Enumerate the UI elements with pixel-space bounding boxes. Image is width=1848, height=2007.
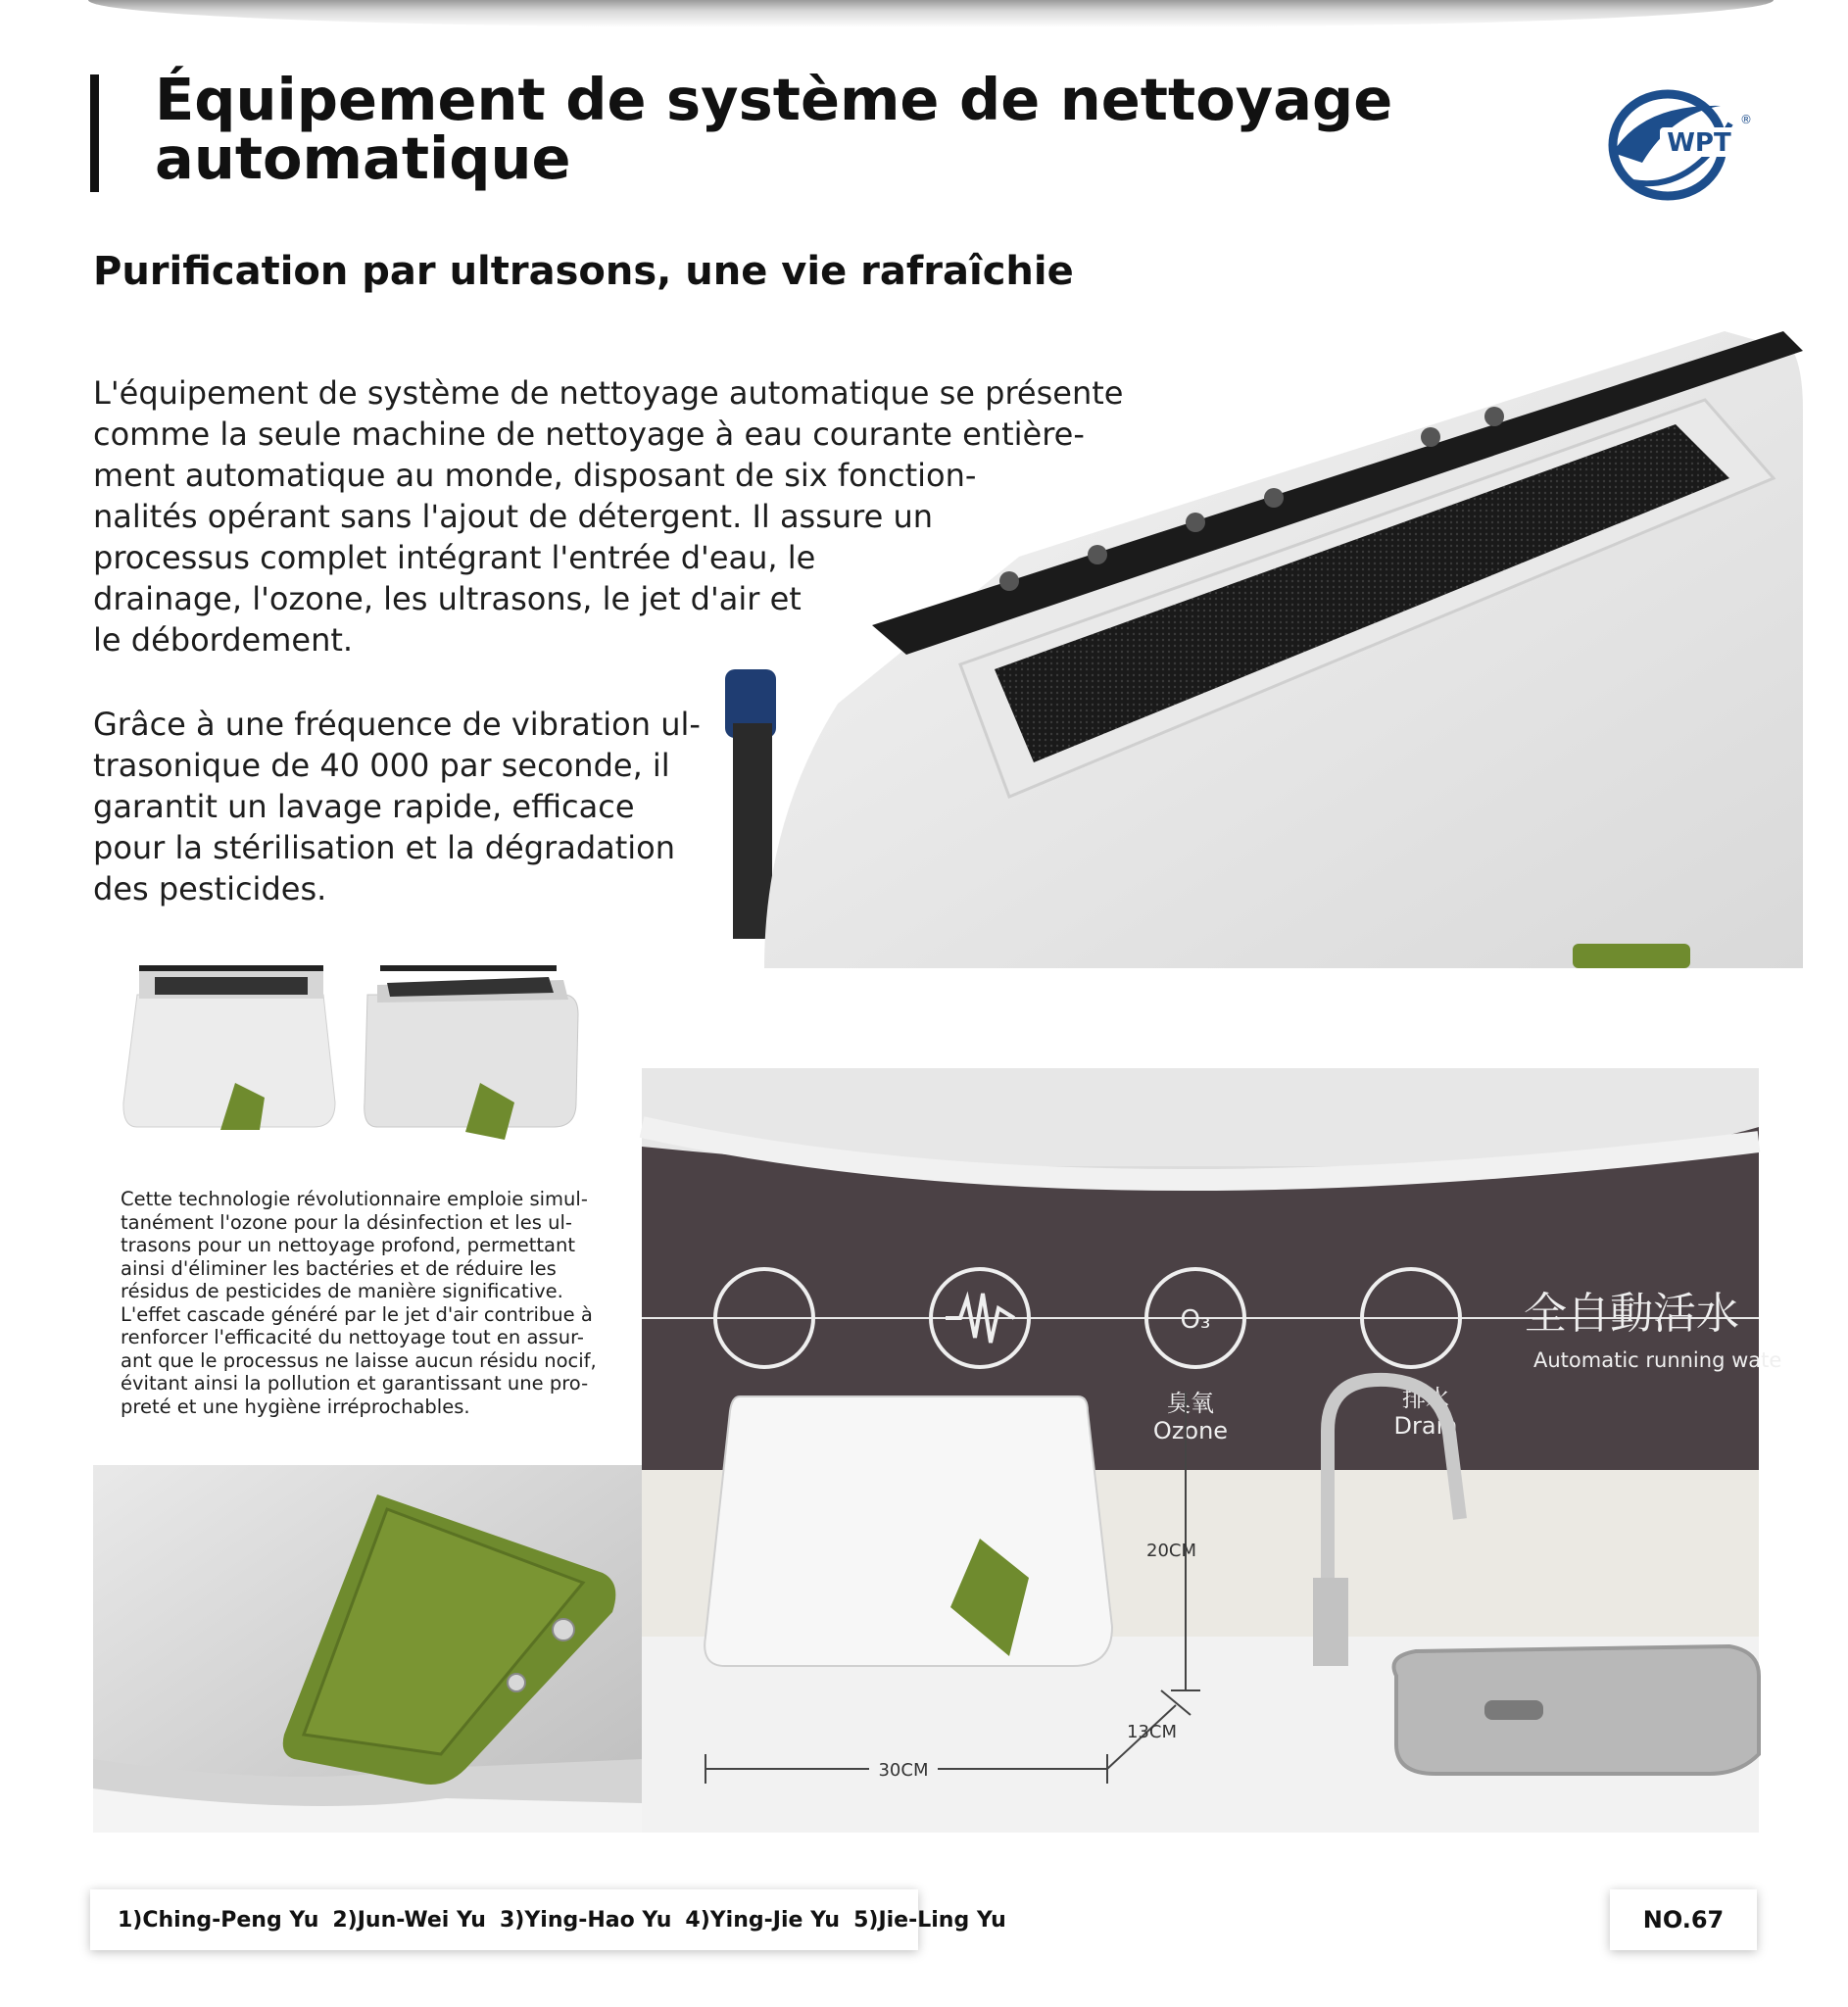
ozone-chinese-label: 臭氧 bbox=[1167, 1390, 1214, 1417]
technology-line: ant que le processus ne laisse aucun résidu nocif, bbox=[121, 1348, 597, 1372]
kitchen-device bbox=[705, 1396, 1112, 1666]
technology-line: Cette technologie révolutionnaire emploie simul- bbox=[121, 1188, 588, 1210]
top-shadow bbox=[88, 0, 1774, 27]
kitchen-scene-image bbox=[642, 1068, 1782, 1833]
product-thumbnails bbox=[118, 955, 588, 1151]
intro-line: ment automatique au monde, disposant de six fonction- bbox=[93, 457, 977, 494]
hero-green-foot bbox=[1573, 944, 1690, 968]
dimension-height-label: 20CM bbox=[1146, 1541, 1197, 1561]
technology-line: trasons pour un nettoyage profond, permettant bbox=[121, 1234, 575, 1256]
banner-chinese-text: 全自動活水 bbox=[1524, 1289, 1739, 1339]
detail-screw-icon bbox=[508, 1674, 525, 1691]
author-name: 1)Ching-Peng Yu bbox=[118, 1907, 319, 1933]
sink bbox=[1394, 1646, 1760, 1774]
hero-product-image bbox=[725, 331, 1803, 968]
technology-paragraph bbox=[121, 1188, 597, 1418]
vibration-line: garantit un lavage rapide, efficace bbox=[93, 788, 635, 825]
hero-button-icon bbox=[1421, 427, 1440, 447]
intro-line: processus complet intégrant l'entrée d'eau, le bbox=[93, 539, 816, 576]
entry-number: NO.67 bbox=[1610, 1889, 1757, 1950]
intro-line: comme la seule machine de nettoyage à eau courante entière- bbox=[93, 416, 1085, 453]
thumbnail-front bbox=[123, 965, 335, 1130]
hero-knob-shaft bbox=[733, 723, 772, 939]
detail-screw-icon bbox=[553, 1619, 574, 1640]
logo-text: WPT bbox=[1667, 128, 1731, 158]
vibration-line: pour la stérilisation et la dégradation bbox=[93, 829, 676, 866]
hero-button-icon bbox=[999, 571, 1019, 591]
drain-english-label: Drain bbox=[1393, 1412, 1458, 1440]
author-name: 2)Jun-Wei Yu bbox=[332, 1907, 486, 1933]
technology-line: L'effet cascade généré par le jet d'air contribue à bbox=[121, 1302, 593, 1326]
subtitle: Purification par ultrasons, une vie rafraîchie bbox=[93, 249, 1074, 294]
technology-line: évitant ainsi la pollution et garantissant une pro- bbox=[121, 1372, 589, 1395]
technology-line: tanément l'ozone pour la désinfection et les ul- bbox=[121, 1210, 572, 1234]
wpt-logo-icon bbox=[1603, 84, 1752, 200]
title-accent-bar bbox=[90, 74, 99, 192]
intro-line: drainage, l'ozone, les ultrasons, le jet d'air et bbox=[93, 580, 802, 617]
hero-power-button-icon bbox=[1484, 407, 1504, 426]
vibration-line: trasonique de 40 000 par seconde, il bbox=[93, 747, 670, 784]
intro-line: L'équipement de système de nettoyage automatique se présente bbox=[93, 374, 1124, 412]
technology-line: ainsi d'éliminer les bactéries et de réduire les bbox=[121, 1256, 557, 1280]
author-name: 4)Ying-Jie Yu bbox=[685, 1907, 841, 1933]
hero-button-icon bbox=[1088, 545, 1107, 564]
author-name: 5)Jie-Ling Yu bbox=[853, 1907, 1006, 1933]
technology-line: résidus de pesticides de manière significative. bbox=[121, 1280, 563, 1302]
drain-chinese-label: 排水 bbox=[1402, 1385, 1449, 1412]
ozone-english-label: Ozone bbox=[1152, 1417, 1229, 1444]
hero-button-icon bbox=[1264, 488, 1284, 508]
dimension-depth-label: 13CM bbox=[1127, 1722, 1178, 1742]
o3-label: O₃ bbox=[1180, 1305, 1211, 1335]
technology-line: renforcer l'efficacité du nettoyage tout en assur- bbox=[121, 1326, 584, 1348]
logo-registered-mark: ® bbox=[1740, 113, 1752, 126]
technology-line: preté et une hygiène irréprochables. bbox=[121, 1395, 470, 1418]
vibration-line: des pesticides. bbox=[93, 870, 327, 907]
title-line-1: Équipement de système de nettoyage bbox=[155, 66, 1393, 133]
intro-line: nalités opérant sans l'ajout de détergent. Il assure un bbox=[93, 498, 934, 535]
intro-line: le débordement. bbox=[93, 621, 354, 659]
hero-button-icon bbox=[1186, 513, 1205, 532]
author-name: 3)Ying-Hao Yu bbox=[499, 1907, 672, 1933]
green-foot-detail-image bbox=[93, 1465, 642, 1833]
page-title bbox=[155, 66, 1429, 192]
dimension-width-label: 30CM bbox=[878, 1760, 929, 1781]
vibration-paragraph bbox=[93, 704, 701, 909]
footer-authors bbox=[90, 1889, 1006, 1950]
thumbnail-angled bbox=[365, 965, 578, 1140]
title-line-2: automatique bbox=[155, 124, 571, 192]
vibration-line: Grâce à une fréquence de vibration ul- bbox=[93, 706, 701, 743]
banner-english-text: Automatic running wate bbox=[1533, 1348, 1782, 1372]
